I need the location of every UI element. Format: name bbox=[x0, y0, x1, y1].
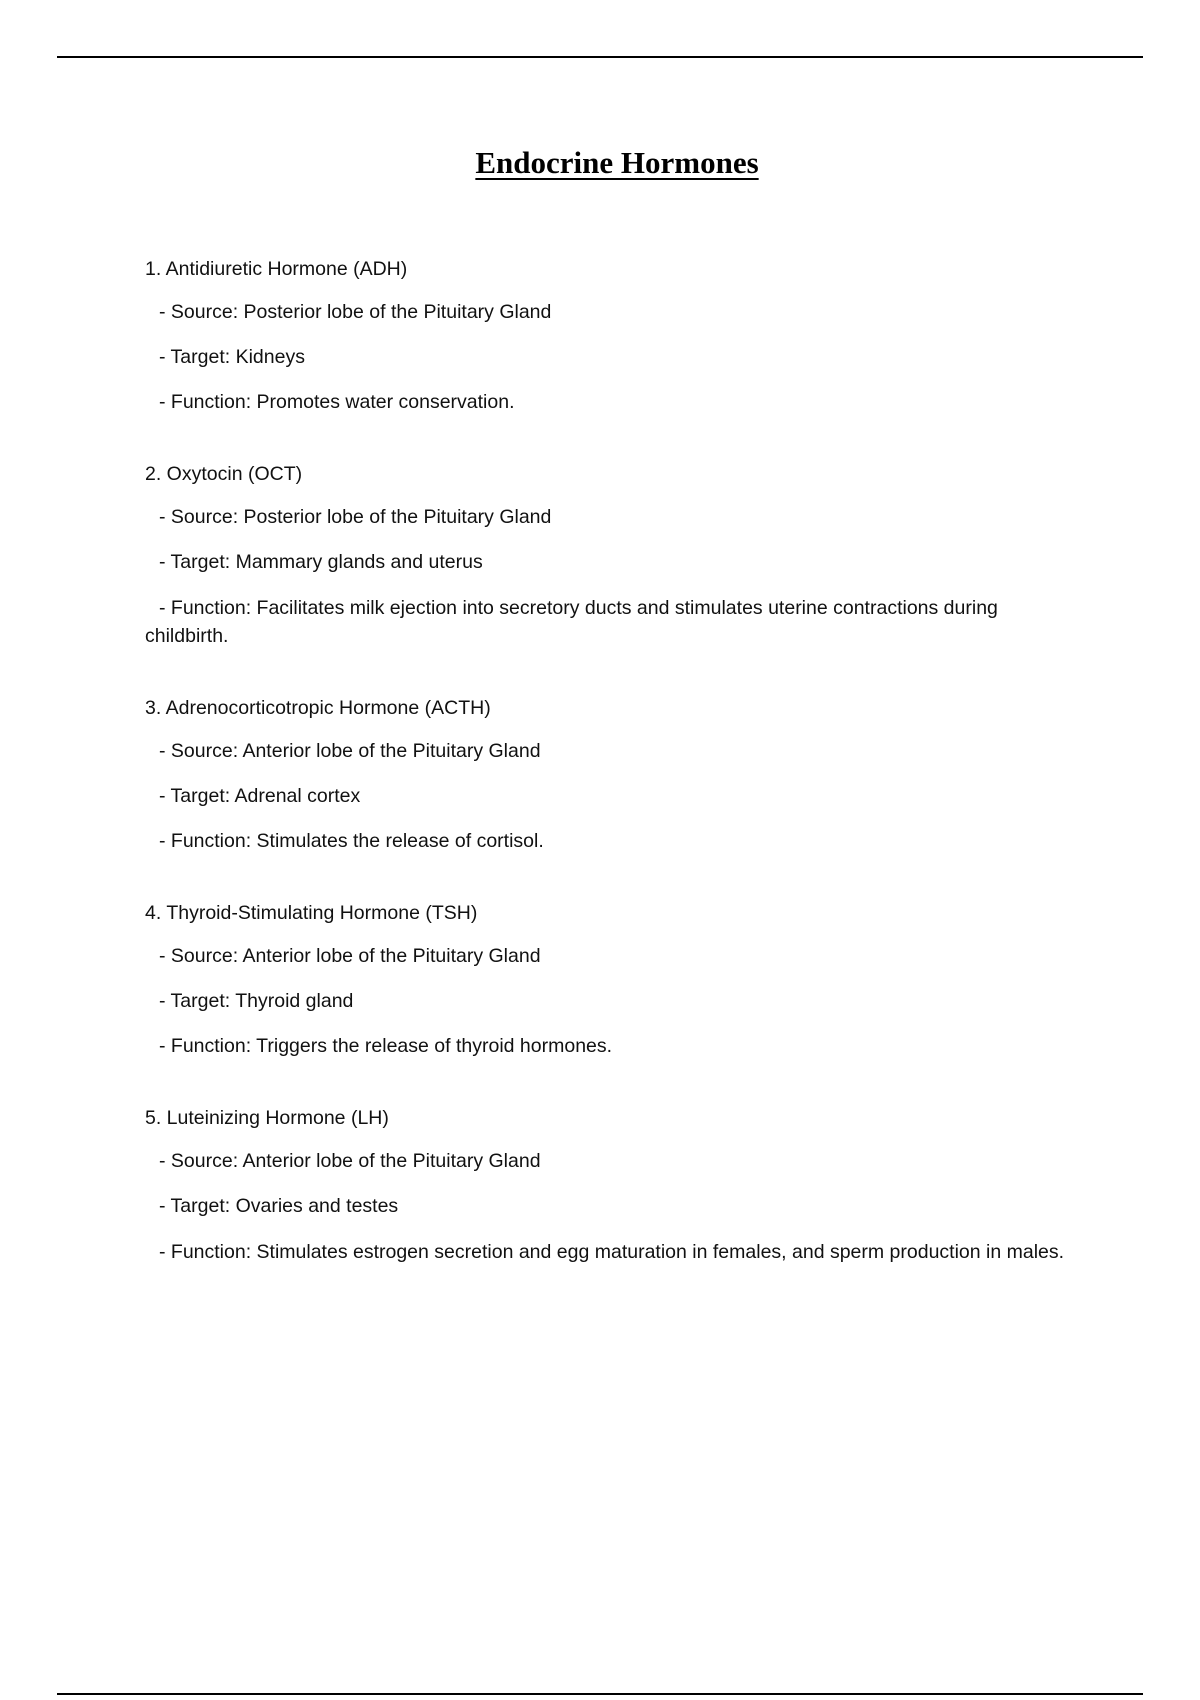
hormone-source: - Source: Anterior lobe of the Pituitary Gland bbox=[159, 740, 541, 762]
hormone-section-oct bbox=[145, 461, 1065, 650]
hormone-heading: 1. Antidiuretic Hormone (ADH) bbox=[145, 258, 408, 280]
top-rule bbox=[57, 56, 1143, 58]
hormone-section-tsh bbox=[145, 900, 1065, 1060]
hormone-function: - Function: Stimulates estrogen secretion and egg maturation in females, and sperm production in males. bbox=[159, 1241, 1065, 1263]
hormone-section-lh bbox=[145, 1105, 1065, 1266]
document-title: Endocrine Hormones bbox=[475, 145, 759, 180]
hormone-target: - Target: Thyroid gland bbox=[159, 990, 354, 1012]
hormone-target: - Target: Ovaries and testes bbox=[159, 1195, 399, 1217]
bottom-rule bbox=[57, 1693, 1143, 1695]
hormone-heading: 4. Thyroid-Stimulating Hormone (TSH) bbox=[145, 902, 478, 924]
hormone-target: - Target: Kidneys bbox=[159, 346, 305, 368]
hormone-source: - Source: Anterior lobe of the Pituitary Gland bbox=[159, 945, 541, 967]
hormone-target: - Target: Mammary glands and uterus bbox=[159, 551, 483, 573]
hormone-source: - Source: Anterior lobe of the Pituitary Gland bbox=[159, 1150, 541, 1172]
hormone-source: - Source: Posterior lobe of the Pituitary Gland bbox=[159, 506, 552, 528]
hormone-function: - Function: Triggers the release of thyroid hormones. bbox=[159, 1035, 613, 1057]
hormone-function: - Function: Promotes water conservation. bbox=[159, 391, 515, 413]
hormone-heading: 2. Oxytocin (OCT) bbox=[145, 463, 303, 485]
hormone-section-adh bbox=[145, 256, 1065, 416]
document-body bbox=[145, 256, 1065, 1311]
hormone-heading: 3. Adrenocorticotropic Hormone (ACTH) bbox=[145, 697, 491, 719]
hormone-heading: 5. Luteinizing Hormone (LH) bbox=[145, 1107, 389, 1129]
hormone-target: - Target: Adrenal cortex bbox=[159, 785, 361, 807]
hormone-function: - Function: Stimulates the release of cortisol. bbox=[159, 830, 544, 852]
hormone-function: - Function: Facilitates milk ejection into secretory ducts and stimulates uterine contractions during childbirth. bbox=[145, 597, 1004, 647]
hormone-section-acth bbox=[145, 695, 1065, 855]
hormone-source: - Source: Posterior lobe of the Pituitary Gland bbox=[159, 301, 552, 323]
